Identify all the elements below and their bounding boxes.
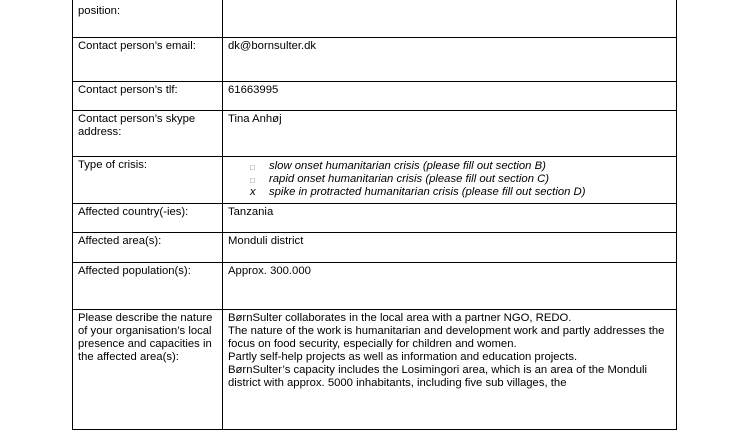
crisis-option-rapid[interactable] <box>228 173 671 186</box>
row-country <box>73 204 677 233</box>
row-email <box>73 38 677 82</box>
label-area: Affected area(s): <box>73 233 223 263</box>
checkbox-empty-icon[interactable]: □ <box>250 163 255 172</box>
checkbox-empty-icon[interactable]: □ <box>250 176 255 185</box>
row-position <box>73 0 677 38</box>
label-position-text: position: <box>78 5 121 17</box>
application-form-table <box>72 0 677 430</box>
value-country[interactable]: Tanzania <box>223 204 677 233</box>
value-crisis <box>223 157 677 204</box>
value-population[interactable]: Approx. 300.000 <box>223 263 677 310</box>
checkbox-checked-icon[interactable]: x <box>250 186 256 198</box>
label-skype: Contact person’s skype address: <box>73 111 223 157</box>
presence-paragraph: BørnSulter collaborates in the local area with a partner NGO, REDO. <box>228 312 572 324</box>
crisis-option-text: rapid onset humanitarian crisis (please fill out section C) <box>269 173 550 185</box>
value-email[interactable]: dk@bornsulter.dk <box>223 38 677 82</box>
label-email: Contact person’s email: <box>73 38 223 82</box>
crisis-option-text: spike in protracted humanitarian crisis (please fill out section D) <box>269 186 586 198</box>
value-skype[interactable]: Tina Anhøj <box>223 111 677 157</box>
value-position[interactable] <box>223 0 677 38</box>
label-country: Affected country(-ies): <box>73 204 223 233</box>
presence-paragraph: BørnSulter’s capacity includes the Losimingori area, which is an area of the Monduli district with approx. 5000 inhabitants, including five sub villages, the <box>228 364 648 389</box>
row-presence <box>73 310 677 430</box>
row-tlf <box>73 82 677 111</box>
presence-paragraph: The nature of the work is humanitarian and development work and partly addresses the focus on food security, especially for children and women. <box>228 325 665 350</box>
row-skype <box>73 111 677 157</box>
crisis-option-spike[interactable] <box>228 186 671 199</box>
crisis-option-text: slow onset humanitarian crisis (please fill out section B) <box>269 160 546 172</box>
label-position <box>73 0 223 38</box>
label-crisis: Type of crisis: <box>73 157 223 204</box>
row-area <box>73 233 677 263</box>
row-population <box>73 263 677 310</box>
presence-paragraph: Partly self-help projects as well as information and education projects. <box>228 351 578 363</box>
value-tlf[interactable]: 61663995 <box>223 82 677 111</box>
label-population: Affected population(s): <box>73 263 223 310</box>
crisis-option-slow[interactable] <box>228 160 671 173</box>
label-tlf: Contact person’s tlf: <box>73 82 223 111</box>
row-crisis <box>73 157 677 204</box>
label-presence: Please describe the nature of your organisation’s local presence and capacities in the affected area(s): <box>73 310 223 430</box>
value-presence[interactable] <box>223 310 677 430</box>
value-area[interactable]: Monduli district <box>223 233 677 263</box>
